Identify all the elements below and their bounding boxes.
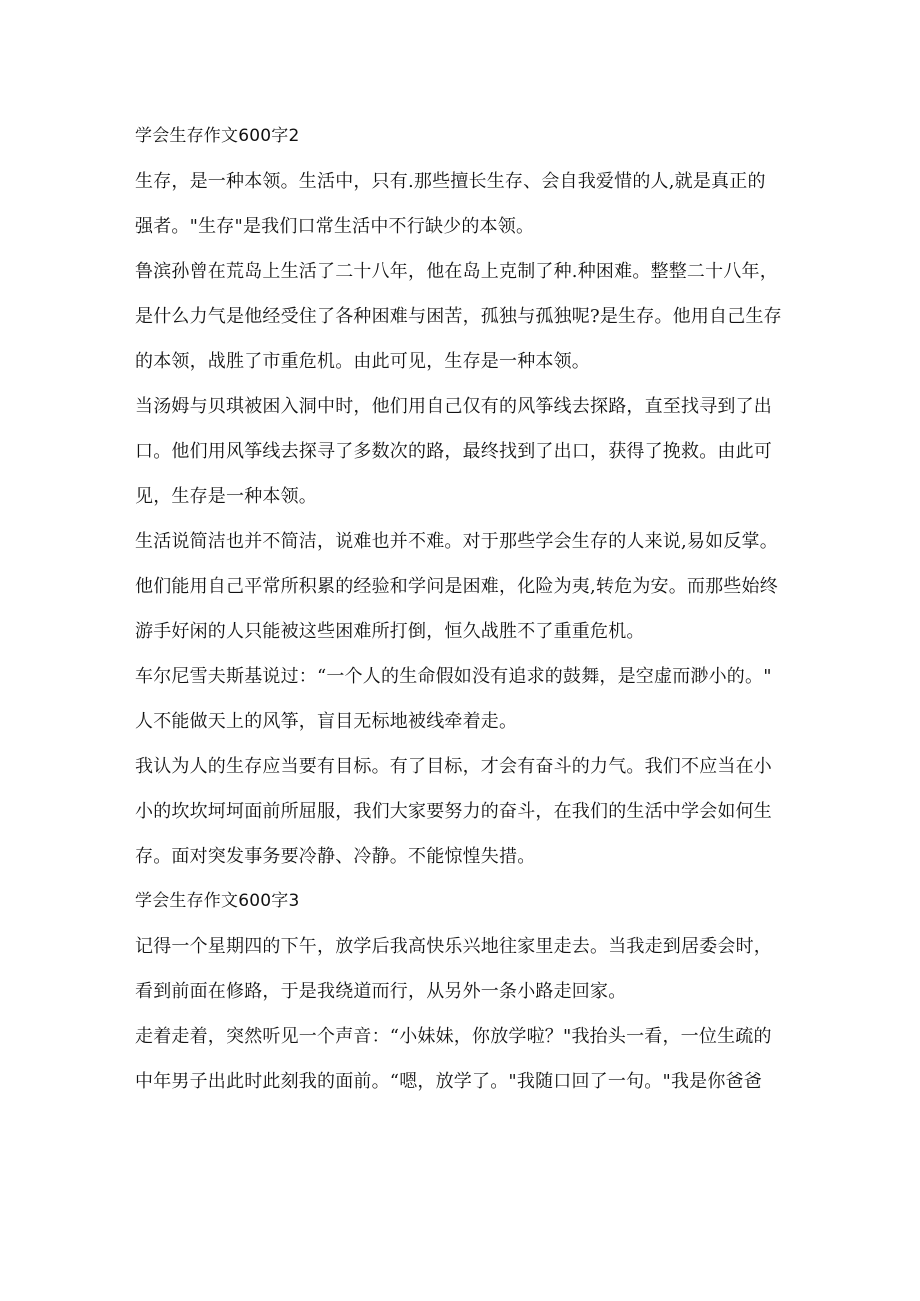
section-heading: 学会生存作文600字2 bbox=[135, 126, 300, 146]
text-line: 口。他们用风筝线去探寻了多数次的路，最终找到了出口，获得了挽救。由此可 bbox=[135, 441, 772, 462]
text-line: 见，生存是一种本领。 bbox=[135, 486, 317, 507]
text-line: 当汤姆与贝琪被困入洞中时，他们用自己仅有的风筝线去探路，直至找寻到了出 bbox=[135, 396, 772, 417]
text-line: 看到前面在修路，于是我绕道而行，从另外一条小路走回家。 bbox=[135, 981, 627, 1002]
text-line: 我认为人的生存应当要有目标。有了目标，才会有奋斗的力气。我们不应当在小 bbox=[135, 756, 772, 777]
document-body bbox=[135, 114, 795, 1104]
text-line: 强者。"生存"是我们口常生活中不行缺少的本领。 bbox=[135, 216, 535, 237]
text-line: 走着走着，突然听见一个声音：“小妹妹，你放学啦？"我抬头一看，一位生疏的 bbox=[135, 1026, 772, 1047]
text-line: 生活说简洁也并不简洁，说难也并不难。对于那些学会生存的人来说,易如反掌。 bbox=[135, 531, 778, 552]
text-line: 是什么力气是他经受住了各种困难与困苦，孤独与孤独呢?是生存。他用自己生存 bbox=[135, 306, 782, 327]
text-line: 人不能做天上的风筝，盲目无标地被线牵着走。 bbox=[135, 711, 518, 732]
text-line: 他们能用自己平常所积累的经验和学问是困难，化险为夷,转危为安。而那些始终 bbox=[135, 576, 778, 597]
text-line: 中年男子出此时此刻我的面前。“嗯，放学了。"我随口回了一句。"我是你爸爸 bbox=[135, 1071, 762, 1092]
text-line: 鲁滨孙曾在荒岛上生活了二十八年，他在岛上克制了种.种困难。整整二十八年， bbox=[135, 261, 778, 282]
section-heading: 学会生存作文600字3 bbox=[135, 891, 300, 911]
text-line: 车尔尼雪夫斯基说过：“一个人的生命假如没有追求的鼓舞，是空虚而渺小的。" bbox=[135, 666, 772, 687]
text-line: 生存，是一种本领。生活中，只有.那些擅长生存、会自我爱惜的人,就是真正的 bbox=[135, 171, 766, 192]
text-line: 的本领，战胜了市重危机。由此可见，生存是一种本领。 bbox=[135, 351, 590, 372]
text-line: 小的坎坎坷坷面前所屈服，我们大家要努力的奋斗，在我们的生活中学会如何生 bbox=[135, 801, 772, 822]
text-line: 游手好闲的人只能被这些困难所打倒，恒久战胜不了重重危机。 bbox=[135, 621, 645, 642]
text-line: 记得一个星期四的下午，放学后我高快乐兴地往家里走去。当我走到居委会时， bbox=[135, 936, 772, 957]
text-line: 存。面对突发事务要冷静、冷静。不能惊惶失措。 bbox=[135, 846, 536, 867]
